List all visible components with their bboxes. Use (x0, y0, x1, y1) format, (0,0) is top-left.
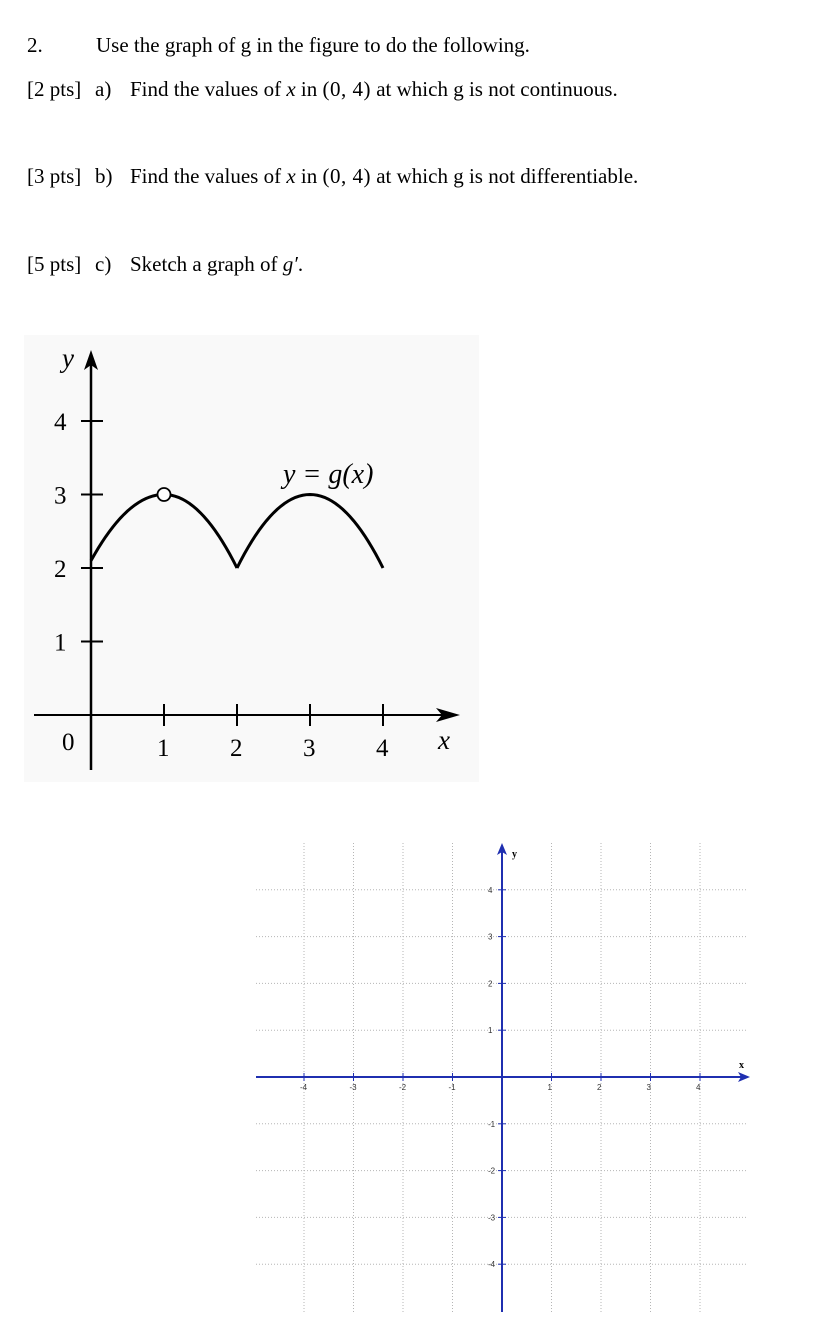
part-b-mid: in (295, 164, 323, 188)
part-a-pre: Find the values of (130, 77, 287, 101)
grid-x-tick-label: -4 (300, 1083, 308, 1092)
part-a-points: [2 pts] (27, 77, 82, 101)
part-b-label: b) (95, 164, 113, 188)
grid-y-tick-label: 1 (488, 1026, 493, 1036)
g-x-tick-label: 2 (230, 735, 243, 762)
part-b-points: [3 pts] (27, 164, 82, 188)
grid-y-tick-label: -3 (488, 1213, 496, 1223)
grid-x-tick-label: 3 (646, 1083, 651, 1092)
grid-y-tick-label: 2 (488, 979, 493, 989)
grid-x-tick-label: 1 (547, 1083, 552, 1092)
g-y-tick-label: 2 (54, 556, 67, 583)
part-a-label: a) (95, 77, 112, 101)
part-b-var: x (286, 164, 296, 188)
part-b-post: at which g is not differentiable. (370, 164, 639, 188)
grid-x-tick-label: 2 (597, 1083, 602, 1092)
part-a-post: at which g is not continuous. (370, 77, 618, 101)
part-b-pre: Find the values of (130, 164, 287, 188)
grid-x-tick-label: 4 (696, 1083, 701, 1092)
part-c-fn: g′ (282, 252, 298, 276)
part-a-mid: in (295, 77, 323, 101)
part-c-end: . (297, 252, 304, 276)
g-x-tick-label: 3 (303, 735, 316, 762)
question-number: 2. (27, 33, 43, 57)
g-curve-label: y = g(x) (283, 459, 374, 490)
grid-y-tick-label: -4 (488, 1260, 496, 1270)
grid-y-tick-label: -2 (488, 1166, 496, 1176)
part-a-interval: (0, 4) (322, 77, 371, 101)
g-x-tick-label: 4 (376, 735, 389, 762)
grid-x-tick-label: -1 (448, 1083, 456, 1092)
grid-y-tick-label: 4 (488, 885, 493, 895)
g-y-axis-label: y (62, 343, 74, 373)
grid-x-axis-label: x (739, 1060, 744, 1071)
part-c-label: c) (95, 252, 112, 276)
grid-y-tick-label: -1 (488, 1119, 496, 1129)
g-x-tick-label: 1 (157, 735, 170, 762)
part-c-points: [5 pts] (27, 252, 82, 276)
g-origin-label: 0 (62, 729, 75, 756)
grid-y-tick-label: 3 (488, 932, 493, 942)
question-intro: Use the graph of g in the figure to do the following. (96, 33, 530, 57)
grid-x-tick-label: -3 (349, 1083, 357, 1092)
g-x-axis-label: x (438, 725, 450, 755)
g-y-tick-label: 4 (54, 409, 67, 436)
grid-y-axis-label: y (512, 849, 517, 860)
part-b-interval: (0, 4) (322, 164, 371, 188)
g-y-tick-label: 1 (54, 629, 67, 657)
grid-x-tick-label: -2 (399, 1083, 407, 1092)
g-y-tick-label: 3 (54, 482, 67, 510)
part-c-text: Sketch a graph of (130, 252, 283, 276)
part-a-var: x (286, 77, 296, 101)
